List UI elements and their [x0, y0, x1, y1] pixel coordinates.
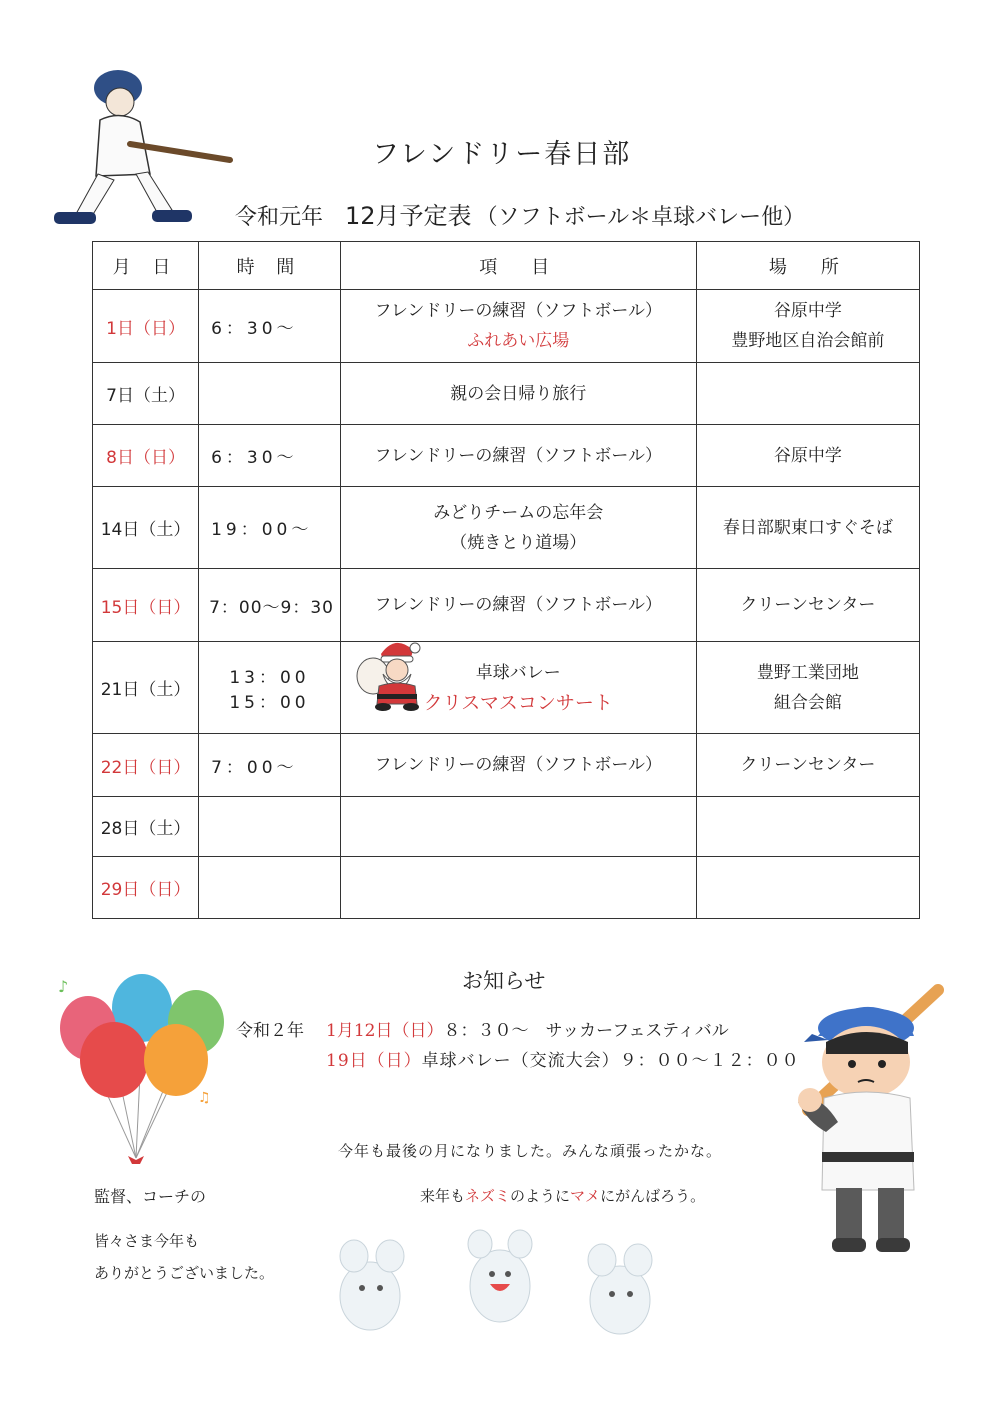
notice-detail-2: 卓球バレー（交流大会）９：００〜１２：００ [421, 1051, 800, 1071]
table-row [93, 569, 920, 642]
row-item: フレンドリーの練習（ソフトボール） [340, 425, 696, 487]
coach-line-1: 監督、コーチの [94, 1187, 207, 1206]
notice-date-1: 1月12日（日） [326, 1021, 444, 1041]
schedule-table [92, 241, 920, 919]
era-label: 令和元年 [235, 205, 324, 230]
month-title: 12月予定表 [345, 202, 472, 230]
santa-icon [355, 636, 433, 712]
row-place [696, 857, 919, 919]
coach-line-2: 皆々さま今年も [94, 1232, 200, 1250]
notice-detail-1: ８：３０〜 サッカーフェスティバル [443, 1021, 729, 1041]
coach-line-3: ありがとうございました。 [94, 1264, 275, 1282]
balloons-illustration [48, 972, 228, 1172]
place-line: 豊野工業団地 [756, 662, 859, 683]
row-time: 19：00〜 [199, 487, 341, 569]
baseball-boy-illustration [778, 982, 958, 1262]
row-item: 親の会日帰り旅行 [340, 363, 696, 425]
place-line: 組合会館 [773, 692, 842, 713]
row-place: 谷原中学 [696, 425, 919, 487]
message-part: にがんばろう。 [600, 1187, 706, 1205]
time-line: 15：00 [229, 692, 310, 713]
row-item [340, 857, 696, 919]
page-subtitle [235, 196, 805, 231]
row-place [696, 363, 919, 425]
row-place: クリーンセンター [696, 734, 919, 797]
header-item: 項 目 [340, 242, 696, 290]
row-item [340, 642, 696, 734]
svg-text:♫: ♫ [198, 1090, 211, 1106]
notice-line-1 [326, 1016, 729, 1041]
place-line: 谷原中学 [773, 301, 842, 321]
table-row [93, 487, 920, 569]
row-date: 14日（土） [93, 487, 199, 569]
item-line: みどりチームの忘年会 [433, 502, 604, 523]
item-line-venue: ふれあい広場 [467, 331, 570, 351]
row-date: 28日（土） [93, 797, 199, 857]
item-line: フレンドリーの練習（ソフトボール） [374, 301, 663, 321]
row-time [199, 857, 341, 919]
table-row [93, 363, 920, 425]
message-highlight-mouse: ネズミ [465, 1187, 511, 1205]
message-line-2 [420, 1185, 705, 1206]
table-row [93, 290, 920, 363]
table-header-row [93, 242, 920, 290]
notice-year: 令和２年 [236, 1021, 304, 1041]
time-line: 13：00 [229, 667, 310, 688]
item-line: （焼きとり道場） [450, 532, 587, 553]
notice-date-2: 19日（日） [326, 1051, 422, 1071]
table-row [93, 797, 920, 857]
item-line: 卓球バレー [475, 662, 561, 683]
row-time: 6：30〜 [199, 290, 341, 363]
notice-title: お知らせ [462, 969, 546, 993]
row-time [199, 642, 341, 734]
batter-illustration [40, 64, 240, 234]
row-item [340, 487, 696, 569]
row-item: フレンドリーの練習（ソフトボール） [340, 569, 696, 642]
message-part: 来年も [420, 1187, 466, 1205]
header-date: 月 日 [93, 242, 199, 290]
row-place [696, 797, 919, 857]
row-time: 7：00〜9：30 [199, 569, 341, 642]
page-title: フレンドリー春日部 [372, 139, 632, 170]
row-time [199, 797, 341, 857]
row-place [696, 290, 919, 363]
message-highlight-bean: マメ [570, 1187, 601, 1205]
row-place: 春日部駅東口すぐそば [696, 487, 919, 569]
row-time: 7：00〜 [199, 734, 341, 797]
row-place: クリーンセンター [696, 569, 919, 642]
row-place [696, 642, 919, 734]
row-date: 29日（日） [93, 857, 199, 919]
item-line-event: クリスマスコンサート [423, 691, 613, 714]
row-date: 7日（土） [93, 363, 199, 425]
row-time: 6：30〜 [199, 425, 341, 487]
table-row [93, 425, 920, 487]
table-row [93, 857, 920, 919]
row-date: 8日（日） [93, 425, 199, 487]
table-row [93, 734, 920, 797]
row-date: 21日（土） [93, 642, 199, 734]
row-item: フレンドリーの練習（ソフトボール） [340, 734, 696, 797]
place-line: 豊野地区自治会館前 [731, 331, 885, 351]
row-time [199, 363, 341, 425]
row-date: 15日（日） [93, 569, 199, 642]
row-date: 1日（日） [93, 290, 199, 363]
message-part: のように [510, 1187, 571, 1205]
table-row [93, 642, 920, 734]
mice-illustration [330, 1226, 670, 1346]
row-date: 22日（日） [93, 734, 199, 797]
notice-line-2 [326, 1046, 800, 1071]
header-time: 時 間 [199, 242, 341, 290]
row-item [340, 290, 696, 363]
svg-text:♪: ♪ [58, 977, 69, 996]
subtitle-note: （ソフトボール＊卓球バレー他） [475, 205, 806, 230]
row-item [340, 797, 696, 857]
message-line-1: 今年も最後の月になりました。みんな頑張ったかな。 [338, 1142, 723, 1160]
header-place: 場 所 [696, 242, 919, 290]
